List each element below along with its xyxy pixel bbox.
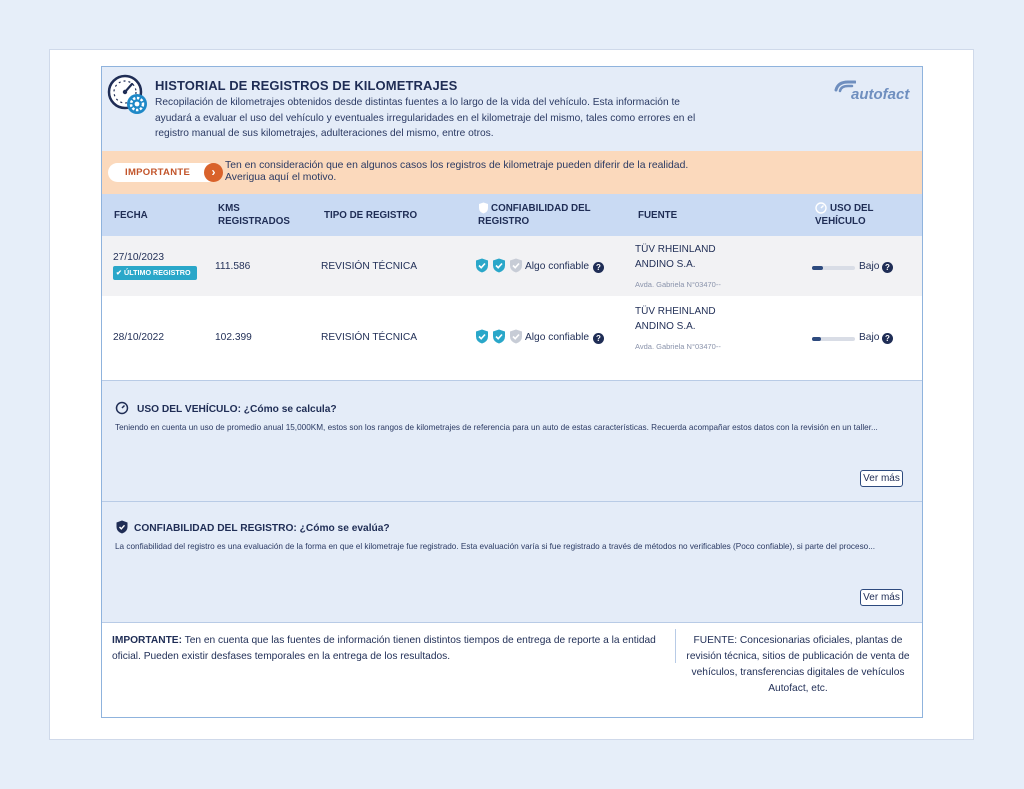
col-reliability-line2: REGISTRO — [478, 216, 530, 227]
source-name-1: TÜV RHEINLAND — [635, 244, 716, 255]
reliability-label: Algo confiable — [525, 332, 590, 343]
table-row — [102, 236, 922, 296]
check-icon: ✔ — [116, 268, 123, 277]
important-notice — [102, 151, 922, 194]
shield-check-icon — [492, 258, 506, 273]
usage-see-more-button[interactable]: Ver más — [860, 470, 903, 487]
usage-label: Bajo — [859, 261, 880, 272]
important-label: IMPORTANTE — [125, 167, 191, 178]
col-kms-line1: KMS — [218, 203, 240, 214]
mileage-history-card — [101, 66, 923, 718]
reliability-shields — [475, 258, 523, 273]
notice-text: Ten en consideración que en algunos casos los registros de kilometraje pueden diferir de la realidad. — [225, 160, 689, 171]
footer-source-note: FUENTE: Concesionarias oficiales, plantas de revisión técnica, sitios de publicación de venta de vehículos, transferencias digitales de vehículos Autofact, etc. — [686, 635, 910, 694]
help-icon[interactable]: ? — [882, 262, 893, 273]
col-type: TIPO DE REGISTRO — [324, 210, 418, 221]
card-header — [102, 67, 922, 151]
usage-bar — [812, 266, 855, 270]
autofact-logo — [834, 78, 914, 104]
reliability-info-title: CONFIABILIDAD DEL REGISTRO: ¿Cómo se evalúa? — [134, 523, 390, 534]
col-kms-line2: REGISTRADOS — [218, 216, 290, 227]
shield-check-icon — [492, 329, 506, 344]
col-reliability — [478, 202, 591, 228]
help-icon[interactable]: ? — [593, 262, 604, 273]
row-kms: 102.399 — [215, 332, 252, 343]
chevron-right-icon[interactable]: › — [204, 163, 223, 182]
speedometer-icon — [115, 401, 129, 415]
reliability-label: Algo confiable — [525, 261, 590, 272]
usage-label: Bajo — [859, 332, 880, 343]
row-kms: 111.586 — [215, 261, 251, 272]
source-address: Avda. Gabriela N°03470-- — [635, 280, 721, 289]
help-icon[interactable]: ? — [593, 333, 604, 344]
usage-bar-fill — [812, 266, 823, 270]
usage-info-title: USO DEL VEHÍCULO: ¿Cómo se calcula? — [137, 404, 337, 415]
usage-bar — [812, 337, 855, 341]
shield-check-empty-icon — [509, 258, 523, 273]
page-description: Recopilación de kilometrajes obtenidos desde distintas fuentes a lo largo de la vida del vehículo. Esta información te ayudará a evaluar el uso del vehículo y eventuales irregularidades en el kilometraje del mismo, tales como errores en el registro manual de sus kilometrajes, adulteraciones del mismo, entre otros. — [155, 97, 696, 139]
col-usage — [815, 202, 874, 228]
shield-check-icon — [475, 329, 489, 344]
source-name-2: ANDINO S.A. — [635, 321, 696, 332]
table-row — [102, 296, 922, 380]
page-title: HISTORIAL DE REGISTROS DE KILOMETRAJES — [155, 78, 458, 93]
notice-reason-link[interactable]: Averigua aquí el motivo. — [225, 172, 337, 183]
usage-bar-fill — [812, 337, 821, 341]
footer-divider — [675, 629, 676, 663]
col-date: FECHA — [114, 210, 148, 221]
card-footer — [102, 622, 922, 717]
important-pill[interactable] — [108, 163, 218, 182]
speedometer-icon — [815, 202, 827, 214]
brand-name: autofact — [851, 86, 910, 103]
source-address: Avda. Gabriela N°03470-- — [635, 342, 721, 351]
usage-info-text: Teniendo en cuenta un uso de promedio anual 15,000KM, estos son los rangos de kilometrajes de referencia para un auto de estas características. Recuerda acompañar estos datos con la revisión en un taller... — [115, 423, 878, 432]
source-name-2: ANDINO S.A. — [635, 259, 696, 270]
col-usage-line2: VEHÍCULO — [815, 216, 866, 227]
col-kms — [218, 202, 290, 228]
table-header — [102, 194, 922, 236]
col-reliability-line1: CONFIABILIDAD DEL — [491, 203, 591, 214]
speedometer-gear-icon — [106, 73, 150, 117]
reliability-info-text: La confiabilidad del registro es una evaluación de la forma en que el kilometraje fue registrado. Esta evaluación varía si fue registrado a través de métodos no verificables (Poco confiable), si parte del proceso... — [115, 542, 876, 551]
shield-check-icon — [475, 258, 489, 273]
row-date: 27/10/2023 — [113, 252, 164, 263]
shield-check-empty-icon — [509, 329, 523, 344]
footer-important-label: IMPORTANTE: — [112, 635, 182, 646]
source-name-1: TÜV RHEINLAND — [635, 306, 716, 317]
row-type: REVISIÓN TÉCNICA — [321, 332, 418, 343]
badge-label: ÚLTIMO REGISTRO — [124, 268, 191, 277]
reliability-see-more-button[interactable]: Ver más — [860, 589, 903, 606]
latest-record-badge — [113, 266, 197, 280]
col-source: FUENTE — [638, 210, 678, 221]
usage-info-section — [102, 380, 922, 501]
shield-icon — [478, 202, 489, 214]
reliability-info-section — [102, 501, 922, 622]
help-icon[interactable]: ? — [882, 333, 893, 344]
footer-important-note — [112, 633, 667, 665]
row-date: 28/10/2022 — [113, 332, 164, 343]
shield-check-icon — [115, 520, 129, 534]
reliability-shields — [475, 329, 523, 344]
row-type: REVISIÓN TÉCNICA — [321, 261, 418, 272]
col-usage-line1: USO DEL — [830, 203, 874, 214]
footer-important-text: Ten en cuenta que las fuentes de información tienen distintos tiempos de entrega de reporte a la entidad oficial. Pueden existir desfases temporales en la entrega de los resultados. — [112, 635, 656, 662]
